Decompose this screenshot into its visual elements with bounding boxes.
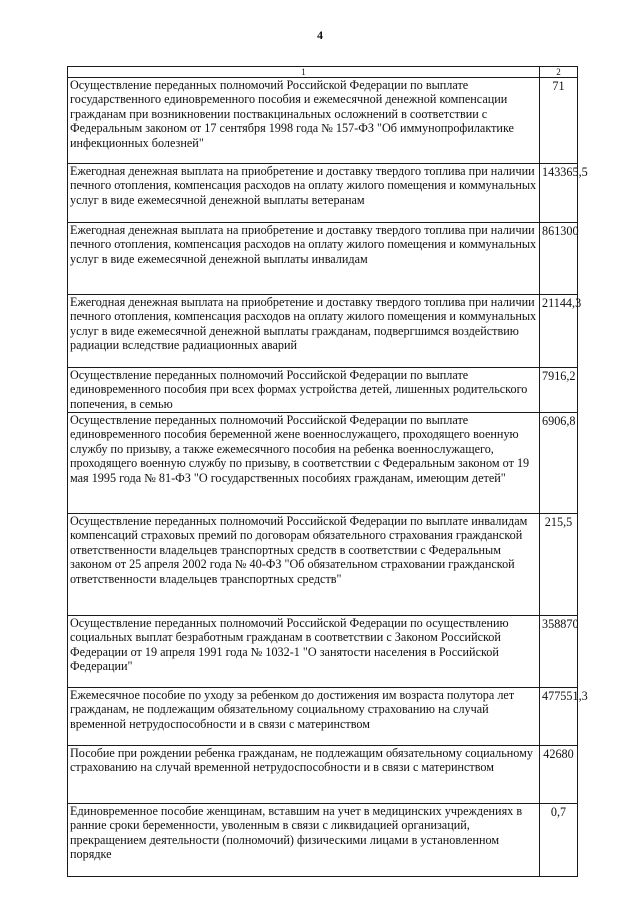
table-row [68, 223, 578, 295]
table-row [68, 164, 578, 223]
row-amount: 358870 [540, 616, 578, 688]
budget-table [67, 66, 588, 877]
table-body [68, 67, 588, 877]
row-description: Осуществление переданных полномочий Российской Федерации по осуществлению социальных выплат безработным гражданам в соответствии с Законом Российской Федерации от 19 апреля 1991 года № 1032-1 "О занятости населения в Российской Федерации" [68, 616, 540, 688]
table-row [68, 616, 578, 688]
row-amount: 71 [540, 78, 578, 164]
row-amount: 42680 [540, 746, 578, 804]
table-row [68, 746, 578, 804]
column-header-1: 1 [68, 67, 540, 78]
row-amount: 0,7 [540, 804, 578, 877]
column-header-2: 2 [540, 67, 578, 78]
row-description: Пособие при рождении ребенка гражданам, не подлежащим обязательному социальному страхованию на случай временной нетрудоспособности и в связи с материнством [68, 746, 540, 804]
table-row [68, 295, 578, 368]
table-row [68, 688, 578, 746]
row-amount: 477551,3 [540, 688, 578, 746]
table-row [68, 368, 578, 413]
table-row [68, 804, 578, 877]
row-description: Единовременное пособие женщинам, вставшим на учет в медицинских учреждениях в ранние сроки беременности, уволенным в связи с ликвидацией организаций, прекращением деятельности (полномочий) физическими лицами в установленном порядке [68, 804, 540, 877]
row-description: Ежегодная денежная выплата на приобретение и доставку твердого топлива при наличии печного отопления, компенсация расходов на оплату жилого помещения и коммунальных услуг в виде ежемесячной денежной выплаты инвалидам [68, 223, 540, 295]
row-amount: 7916,2 [540, 368, 578, 413]
table-row [68, 78, 578, 164]
row-amount: 861300 [540, 223, 578, 295]
row-description: Ежемесячное пособие по уходу за ребенком до достижения им возраста полутора лет гражданам, не подлежащим обязательному социальному страхованию на случай временной нетрудоспособности и в связи с материнством [68, 688, 540, 746]
row-description: Осуществление переданных полномочий Российской Федерации по выплате инвалидам компенсаций страховых премий по договорам обязательного страхования гражданской ответственности владельцев транспортных средств в соответствии с Федеральным законом от 25 апреля 2002 года № 40-ФЗ "Об обязательном страховании гражданской ответственности владельцев транспортных средств" [68, 514, 540, 616]
row-amount: 143365,5 [540, 164, 578, 223]
row-description: Ежегодная денежная выплата на приобретение и доставку твердого топлива при наличии печного отопления, компенсация расходов на оплату жилого помещения и коммунальных услуг в виде ежемесячной денежной выплаты гражданам, подвергшимся воздействию радиации вследствие радиационных аварий [68, 295, 540, 368]
row-description: Ежегодная денежная выплата на приобретение и доставку твердого топлива при наличии печного отопления, компенсация расходов на оплату жилого помещения и коммунальных услуг в виде ежемесячной денежной выплаты ветеранам [68, 164, 540, 223]
row-description: Осуществление переданных полномочий Российской Федерации по выплате государственного единовременного пособия и ежемесячной денежной компенсации гражданам при возникновении поствакцинальных осложнений в соответствии с Федеральным законом от 17 сентября 1998 года № 157-ФЗ "Об иммунопрофилактике инфекционных болезней" [68, 78, 540, 164]
table-row [68, 413, 578, 514]
row-amount: 215,5 [540, 514, 578, 616]
table-header-row [68, 67, 578, 78]
row-amount: 6906,8 [540, 413, 578, 514]
row-amount: 21144,3 [540, 295, 578, 368]
row-description: Осуществление переданных полномочий Российской Федерации по выплате единовременного пособия беременной жене военнослужащего, проходящего военную службу по призыву, а также ежемесячного пособия на ребенка военнослужащего, проходящего военную службу по призыву, в соответствии с Федеральным законом от 19 мая 1995 года № 81-ФЗ "О государственных пособиях гражданам, имеющим детей" [68, 413, 540, 514]
row-description: Осуществление переданных полномочий Российской Федерации по выплате единовременного пособия при всех формах устройства детей, лишенных родительского попечения, в семью [68, 368, 540, 413]
page-number: 4 [317, 28, 323, 42]
table-row [68, 514, 578, 616]
